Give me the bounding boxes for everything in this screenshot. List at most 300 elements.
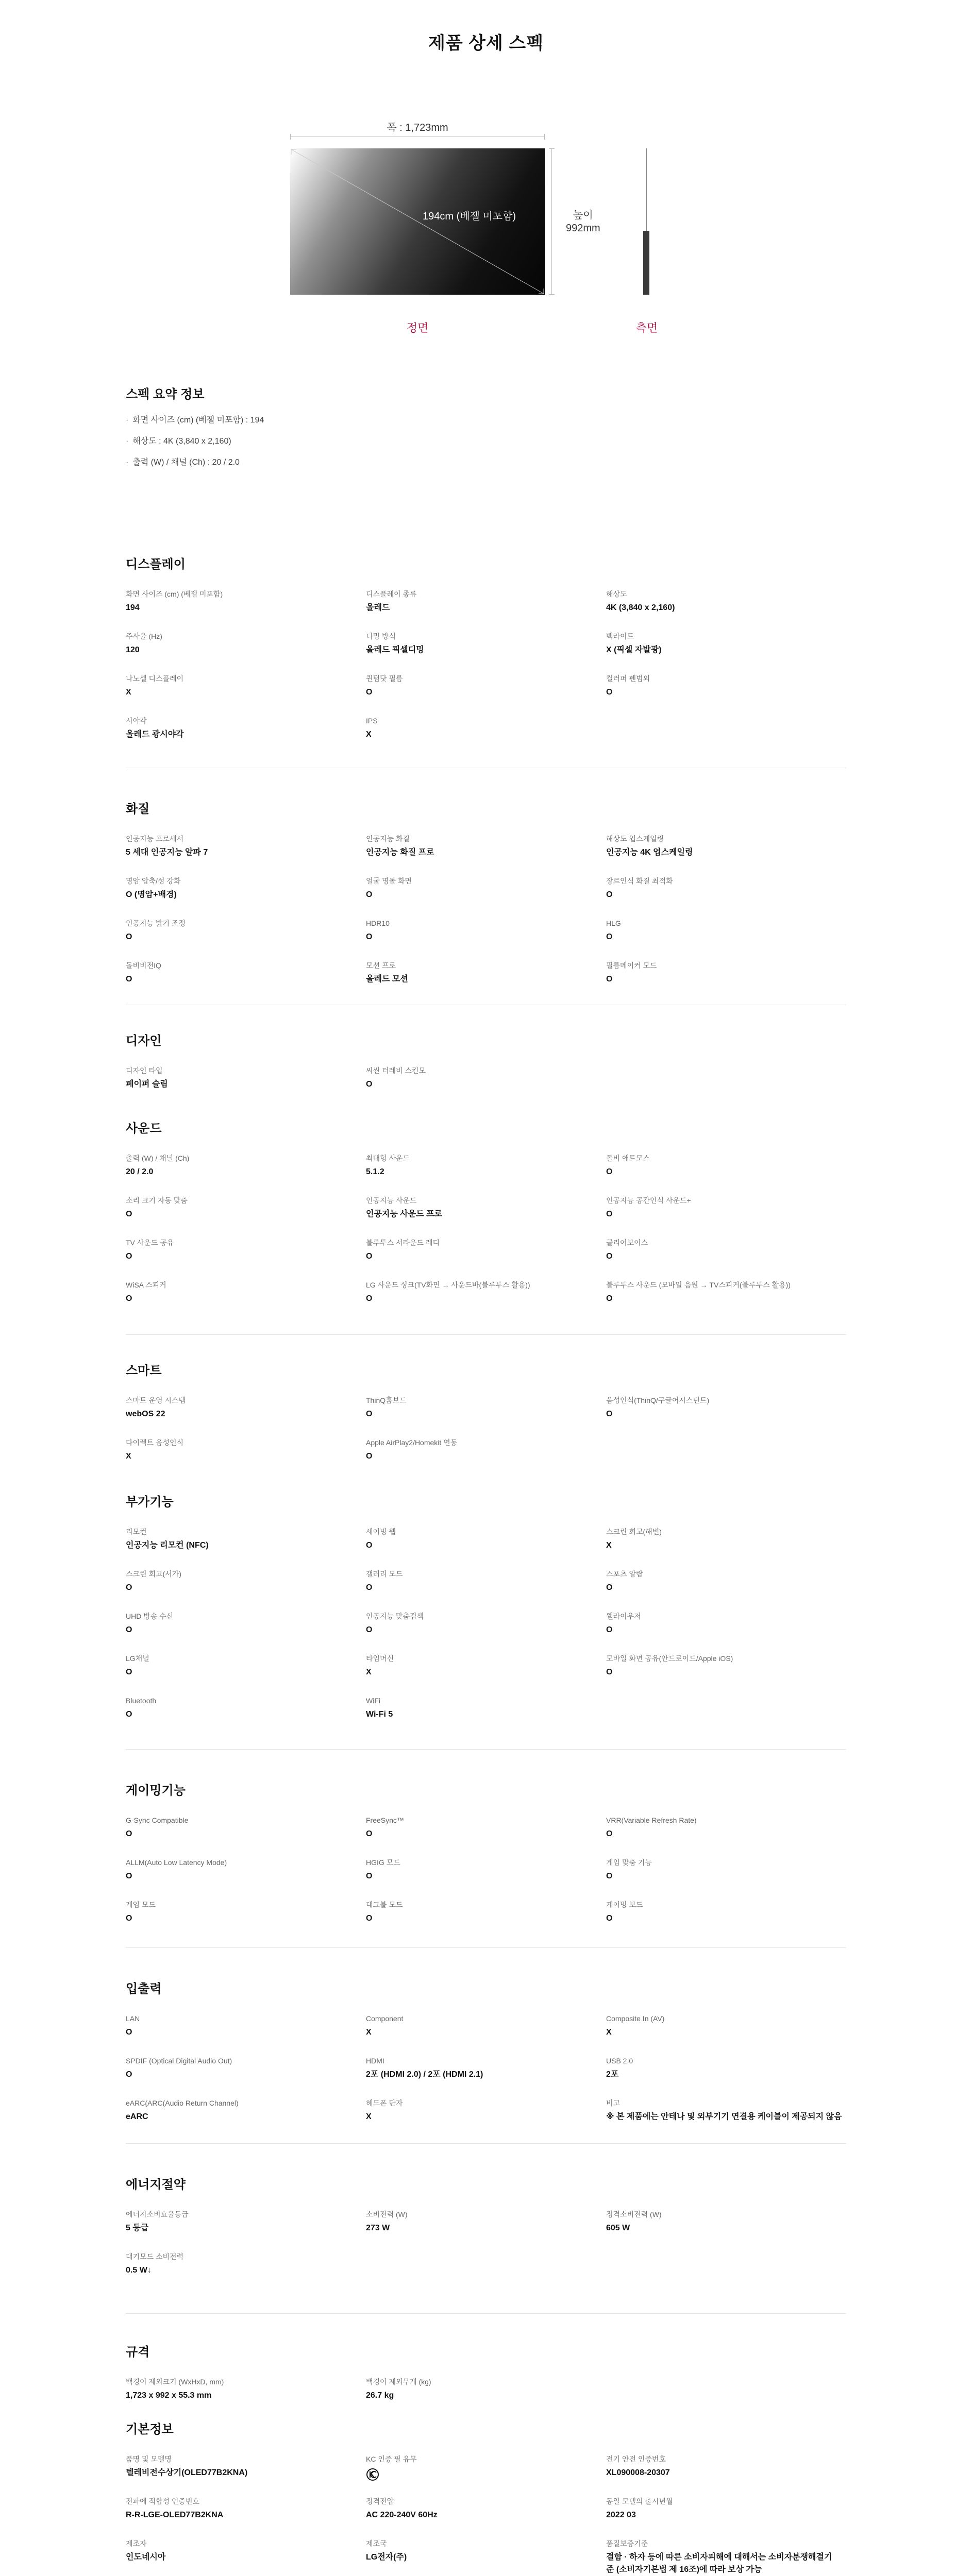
spec-value: O <box>366 1080 373 1089</box>
spec-item <box>366 1611 606 1653</box>
spec-item <box>366 1153 606 1195</box>
summary-item: · 해상도 : 4K (3,840 x 2,160) <box>126 436 264 457</box>
spec-value: O <box>366 1625 373 1634</box>
spec-value: 올레드 <box>366 603 390 612</box>
spec-item <box>366 1280 606 1322</box>
spec-label: 정격전압 <box>366 2497 394 2505</box>
spec-value: 2포 <box>606 2070 619 2079</box>
spec-label: 제조자 <box>126 2539 147 2548</box>
spec-section <box>126 2342 846 2419</box>
spec-label: ThinQ홈보드 <box>366 1396 407 1404</box>
spec-label: HLG <box>606 919 621 927</box>
spec-label: 품질보증기준 <box>606 2539 648 2548</box>
spec-label: 스크린 회고(서가) <box>126 1570 181 1578</box>
spec-item <box>126 2251 366 2294</box>
spec-value: O (명암+배경) <box>126 890 177 899</box>
spec-value: 인공지능 4K 업스케일링 <box>606 848 693 857</box>
spec-item <box>606 2013 846 2056</box>
spec-item <box>126 834 366 876</box>
spec-label: Bluetooth <box>126 1697 157 1705</box>
spec-item <box>606 2056 846 2098</box>
spec-value: 2022 03 <box>606 2511 636 2519</box>
spec-label: 대기모드 소비전력 <box>126 2252 184 2261</box>
spec-label: 동일 모델의 출시년월 <box>606 2497 673 2505</box>
spec-item <box>606 2496 846 2538</box>
section-divider <box>126 2313 846 2314</box>
spec-value: O <box>126 1625 132 1634</box>
spec-label: 출력 (W) / 채널 (Ch) <box>126 1154 190 1162</box>
tv-side-body <box>643 231 649 295</box>
spec-item <box>606 673 846 716</box>
spec-item <box>366 1527 606 1569</box>
spec-item <box>366 1696 606 1738</box>
spec-value: O <box>126 1294 132 1303</box>
spec-value: 텔레비전수상기(OLED77B2KNA) <box>126 2468 248 2477</box>
spec-item <box>126 2098 366 2140</box>
spec-value: O <box>366 1252 373 1261</box>
spec-label: 시야각 <box>126 717 147 725</box>
spec-value: X <box>366 2028 372 2037</box>
spec-item <box>366 1653 606 1696</box>
spec-label: 게이밍 보드 <box>606 1901 643 1909</box>
spec-value: O <box>366 688 373 697</box>
spec-label: 씨씬 터레비 스킨모 <box>366 1066 426 1075</box>
spec-item <box>366 960 606 1003</box>
spec-section <box>126 1492 846 1738</box>
spec-label: IPS <box>366 717 378 725</box>
spec-label: VRR(Variable Refresh Rate) <box>606 1816 697 1824</box>
spec-value: 605 W <box>606 2224 630 2232</box>
spec-label: 정격소비전력 (W) <box>606 2210 662 2218</box>
spec-label: 게임 모드 <box>126 1901 156 1909</box>
height-label-value: 992mm <box>566 223 600 234</box>
spec-item <box>366 2056 606 2098</box>
spec-value: 5.1.2 <box>366 1167 384 1176</box>
spec-value: webOS 22 <box>126 1410 165 1418</box>
spec-value: X <box>366 2112 372 2121</box>
spec-item <box>126 1696 366 1738</box>
section-title: 화질 <box>126 802 150 816</box>
spec-value: O <box>606 1829 613 1838</box>
spec-value: O <box>606 688 613 697</box>
spec-grid <box>126 2013 846 2140</box>
spec-value: X <box>366 730 372 739</box>
spec-label: 클리어보이스 <box>606 1239 648 1247</box>
section-title: 게이밍기능 <box>126 1784 186 1798</box>
height-label-title: 높이 <box>573 210 593 221</box>
spec-label: WiFi <box>366 1697 380 1705</box>
spec-label: 백라이트 <box>606 632 634 640</box>
spec-item <box>126 589 366 631</box>
spec-value: 인공지능 리모컨 (NFC) <box>126 1541 209 1550</box>
spec-item <box>126 1857 366 1900</box>
width-dimension-label: 폭 : 1,723mm <box>387 122 448 133</box>
spec-item <box>366 2538 606 2576</box>
spec-value: X <box>366 1668 372 1676</box>
spec-label: 게임 맞춤 기능 <box>606 1858 652 1867</box>
spec-label: eARC(ARC(Audio Return Channel) <box>126 2099 239 2107</box>
spec-value: O <box>366 1452 373 1461</box>
spec-label: 인공지능 맞춤검색 <box>366 1612 424 1620</box>
spec-summary-title: 스펙 요약 정보 <box>126 387 205 401</box>
spec-value: O <box>606 1210 613 1218</box>
spec-label: 헤드폰 단자 <box>366 2099 403 2107</box>
spec-item <box>126 716 366 758</box>
spec-item <box>126 2056 366 2098</box>
spec-label: 웰라이우저 <box>606 1612 641 1620</box>
section-title: 스마트 <box>126 1364 162 1378</box>
spec-value: X <box>606 1541 612 1550</box>
spec-item <box>606 876 846 918</box>
spec-label: 인공지능 프로세서 <box>126 835 184 843</box>
spec-value: O <box>126 1210 132 1218</box>
spec-item <box>366 1437 606 1480</box>
spec-item <box>366 876 606 918</box>
spec-value: 20 / 2.0 <box>126 1167 154 1176</box>
spec-value: 올레드 모션 <box>366 975 408 984</box>
spec-label: 필름메이커 모드 <box>606 961 657 970</box>
spec-item <box>126 1653 366 1696</box>
spec-item <box>126 1437 366 1480</box>
spec-label: SPDIF (Optical Digital Audio Out) <box>126 2057 232 2065</box>
spec-item <box>126 960 366 1003</box>
spec-item <box>366 2496 606 2538</box>
section-divider <box>126 1947 846 1948</box>
spec-item <box>366 1065 606 1108</box>
spec-label: G-Sync Compatible <box>126 1816 189 1824</box>
spec-label: 돌비 애트모스 <box>606 1154 650 1162</box>
spec-label: 스마트 운영 시스템 <box>126 1396 186 1404</box>
spec-value: 4K (3,840 x 2,160) <box>606 603 675 612</box>
spec-label: 주사율 (Hz) <box>126 632 162 640</box>
spec-section <box>126 1978 846 2140</box>
spec-label: Apple AirPlay2/Homekit 연동 <box>366 1438 458 1447</box>
spec-value: O <box>126 1583 132 1592</box>
spec-label: TV 사운드 공유 <box>126 1239 174 1247</box>
spec-value: O <box>606 1914 613 1923</box>
spec-label: 백경이 제외무게 (kg) <box>366 2378 431 2386</box>
spec-label: 소비전력 (W) <box>366 2210 408 2218</box>
section-title: 디스플레이 <box>126 557 186 571</box>
spec-item <box>126 1569 366 1611</box>
spec-value: X <box>126 1452 131 1461</box>
spec-item <box>366 716 606 758</box>
spec-label: 음성인식(ThinQ/구글어시스턴트) <box>606 1396 710 1404</box>
spec-item <box>126 673 366 716</box>
spec-grid <box>126 834 846 1003</box>
section-divider <box>126 1749 846 1750</box>
spec-label: LG 사운드 싱크(TV화면 → 사운드바(블루투스 활용)) <box>366 1281 530 1289</box>
spec-label: 디밍 방식 <box>366 632 396 640</box>
spec-label: 해상도 <box>606 590 627 598</box>
spec-item <box>606 1395 846 1437</box>
tv-side-panel <box>646 148 647 231</box>
spec-label: 소리 크기 자동 맞춤 <box>126 1196 188 1205</box>
spec-item <box>126 2377 366 2419</box>
spec-label: 돌비비전IQ <box>126 961 161 970</box>
spec-item <box>126 1195 366 1238</box>
spec-label: 스포츠 알람 <box>606 1570 643 1578</box>
spec-value: O <box>366 1541 373 1550</box>
spec-grid <box>126 1153 846 1322</box>
spec-label: 대그블 모드 <box>366 1901 403 1909</box>
spec-item <box>366 631 606 673</box>
spec-grid <box>126 589 846 758</box>
spec-item <box>126 1280 366 1322</box>
spec-label: Composite In (AV) <box>606 2014 665 2023</box>
spec-label: 인공지능 사운드 <box>366 1196 417 1205</box>
spec-value: O <box>606 1872 613 1880</box>
spec-label: 품명 및 모델명 <box>126 2455 172 2463</box>
spec-label: Component <box>366 2014 404 2023</box>
spec-label: 화면 사이즈 (cm) (베젤 미포함) <box>126 590 223 598</box>
spec-label: WiSA 스피커 <box>126 1281 166 1289</box>
spec-item <box>606 589 846 631</box>
spec-label: 디스플레이 종류 <box>366 590 417 598</box>
section-title: 규격 <box>126 2345 150 2359</box>
spec-item <box>606 631 846 673</box>
spec-section <box>126 1030 846 1108</box>
spec-value: eARC <box>126 2112 148 2121</box>
height-dimension-line <box>551 148 552 295</box>
spec-item <box>126 2209 366 2251</box>
spec-grid <box>126 2209 846 2294</box>
spec-grid <box>126 2454 846 2576</box>
spec-item <box>606 1195 846 1238</box>
spec-section <box>126 1360 846 1480</box>
spec-label: 백경이 제외크기 (WxHxD, mm) <box>126 2378 224 2386</box>
spec-item <box>606 2538 846 2576</box>
spec-item <box>606 1280 846 1322</box>
spec-label: 블루투스 서라운드 레디 <box>366 1239 440 1247</box>
spec-value: X <box>126 688 131 697</box>
spec-item <box>366 918 606 960</box>
spec-value: O <box>366 1829 373 1838</box>
spec-item <box>366 589 606 631</box>
spec-item <box>126 2538 366 2576</box>
spec-label: 디자인 타입 <box>126 1066 163 1075</box>
spec-value: O <box>606 1252 613 1261</box>
spec-value: 인공지능 화질 프로 <box>366 848 434 857</box>
spec-label: 최대형 사운드 <box>366 1154 410 1162</box>
section-title: 디자인 <box>126 1034 162 1048</box>
spec-value: O <box>126 2070 132 2079</box>
spec-item <box>606 1569 846 1611</box>
spec-item <box>126 1611 366 1653</box>
section-title: 사운드 <box>126 1122 162 1136</box>
spec-item <box>606 1611 846 1653</box>
spec-grid <box>126 1527 846 1738</box>
spec-item <box>606 960 846 1003</box>
spec-value: O <box>366 1410 373 1418</box>
spec-value: O <box>126 1872 132 1880</box>
spec-label: 명암 압축/성 강화 <box>126 877 181 885</box>
spec-section <box>126 554 846 758</box>
spec-section <box>126 2174 846 2294</box>
spec-label: 다이렉트 음성인식 <box>126 1438 184 1447</box>
spec-label: ALLM(Auto Low Latency Mode) <box>126 1858 227 1867</box>
spec-value: O <box>366 933 373 941</box>
spec-value: 인도네시아 <box>126 2553 166 2562</box>
spec-label: 전파에 적합성 인증번호 <box>126 2497 200 2505</box>
summary-item: · 화면 사이즈 (cm) (베젤 미포함) : 194 <box>126 415 264 436</box>
spec-value: R-R-LGE-OLED77B2KNA <box>126 2511 224 2519</box>
spec-value: X (픽셀 자발광) <box>606 646 662 654</box>
spec-value: O <box>606 933 613 941</box>
spec-label: 해상도 업스케일링 <box>606 835 664 843</box>
spec-item <box>366 1569 606 1611</box>
spec-summary-list <box>126 415 264 479</box>
spec-label: 스크린 회고(해변) <box>606 1528 662 1536</box>
spec-item <box>606 2098 846 2140</box>
spec-item <box>126 2454 366 2496</box>
spec-value: O <box>126 1668 132 1676</box>
spec-label: USB 2.0 <box>606 2057 633 2065</box>
spec-section <box>126 1118 846 1322</box>
spec-item <box>606 1857 846 1900</box>
spec-value: O <box>606 1410 613 1418</box>
spec-label: 얼굴 명돌 화면 <box>366 877 412 885</box>
spec-value: 인공지능 사운드 프로 <box>366 1210 442 1218</box>
spec-item <box>606 1900 846 1942</box>
spec-item <box>366 2377 606 2419</box>
spec-item <box>126 2496 366 2538</box>
spec-label: 전기 안전 인증번호 <box>606 2455 666 2463</box>
spec-section <box>126 1780 846 1942</box>
spec-item <box>606 834 846 876</box>
spec-value: 26.7 kg <box>366 2391 394 2400</box>
spec-label: KC 인증 필 유무 <box>366 2455 417 2463</box>
spec-label: 나노셀 디스플레이 <box>126 674 184 683</box>
spec-label: 장르인식 화질 최적화 <box>606 877 673 885</box>
summary-item: · 출력 (W) / 채널 (Ch) : 20 / 2.0 <box>126 457 264 479</box>
spec-item <box>366 1395 606 1437</box>
spec-value: O <box>126 2028 132 2037</box>
spec-item <box>366 1815 606 1857</box>
product-dimension-figure <box>0 116 972 343</box>
spec-label: HGIG 모드 <box>366 1858 400 1867</box>
spec-label: UHD 방송 수신 <box>126 1612 174 1620</box>
spec-item <box>606 1238 846 1280</box>
spec-label: 인공지능 화질 <box>366 835 410 843</box>
spec-label: 세이빙 웹 <box>366 1528 396 1536</box>
spec-item <box>126 876 366 918</box>
page-title: 제품 상세 스펙 <box>428 33 544 53</box>
spec-value: ※ 본 제품에는 안테나 및 외부기기 연결용 케이블이 제공되지 않음 <box>606 2112 842 2121</box>
spec-item <box>606 918 846 960</box>
spec-label: HDMI <box>366 2057 384 2065</box>
spec-item <box>126 1527 366 1569</box>
spec-item <box>126 918 366 960</box>
spec-item <box>126 1815 366 1857</box>
spec-item <box>366 673 606 716</box>
spec-label: 타임머신 <box>366 1654 394 1663</box>
spec-item <box>366 1857 606 1900</box>
spec-value: AC 220-240V 60Hz <box>366 2511 438 2519</box>
height-dimension-label <box>566 209 600 235</box>
spec-value: LG전자(주) <box>366 2553 407 2562</box>
spec-value: XL090008-20307 <box>606 2468 670 2477</box>
spec-label: 컬러퍼 펜범외 <box>606 674 650 683</box>
spec-item <box>606 1815 846 1857</box>
spec-label: 에너지소비효율등급 <box>126 2210 189 2218</box>
spec-value: O <box>606 890 613 899</box>
spec-item <box>126 2013 366 2056</box>
spec-label: 블루투스 사운드 (모바일 음원 → TV스피커(블루투스 활용)) <box>606 1281 791 1289</box>
spec-item <box>606 1653 846 1696</box>
spec-grid <box>126 2377 846 2419</box>
spec-value: 2포 (HDMI 2.0) / 2포 (HDMI 2.1) <box>366 2070 483 2079</box>
spec-item <box>126 1238 366 1280</box>
spec-item <box>126 631 366 673</box>
front-view-caption: 정면 <box>406 321 429 334</box>
section-divider <box>126 2143 846 2144</box>
section-title: 에너지절약 <box>126 2178 186 2192</box>
spec-item <box>366 834 606 876</box>
spec-item <box>126 1065 366 1108</box>
spec-value: 올레드 광시야각 <box>126 730 184 739</box>
spec-value: 0.5 W↓ <box>126 2266 152 2275</box>
spec-value: 5 등급 <box>126 2224 149 2232</box>
section-title: 부가기능 <box>126 1495 174 1509</box>
spec-label: 모션 프로 <box>366 961 396 970</box>
spec-item <box>606 2209 846 2251</box>
side-view-caption: 측면 <box>635 321 658 334</box>
spec-label: 인공지능 공간인식 사운드+ <box>606 1196 691 1205</box>
spec-label: 비고 <box>606 2099 621 2107</box>
spec-label: 모바일 화면 공유(안드로이드/Apple iOS) <box>606 1654 733 1663</box>
spec-grid <box>126 1395 846 1480</box>
section-divider <box>126 1334 846 1335</box>
spec-label: 퀀텀닷 필름 <box>366 674 403 683</box>
section-title: 입출력 <box>126 1982 162 1996</box>
spec-item <box>366 1238 606 1280</box>
section-title: 기본정보 <box>126 2422 174 2436</box>
spec-item <box>126 1153 366 1195</box>
spec-section <box>126 799 846 1003</box>
spec-value: O <box>366 1583 373 1592</box>
spec-value: O <box>606 1625 613 1634</box>
spec-value: O <box>126 1829 132 1838</box>
spec-value: X <box>606 2028 612 2037</box>
spec-item <box>126 1395 366 1437</box>
spec-item <box>366 1195 606 1238</box>
spec-grid <box>126 1815 846 1942</box>
spec-item <box>366 2454 606 2496</box>
spec-label: LAN <box>126 2014 140 2023</box>
spec-value: 결함 · 하자 등에 따른 소비자피해에 대해서는 소비자분쟁해결기준 (소비자기본법 제 16조)에 따라 보상 가능 <box>606 2553 832 2574</box>
spec-item <box>366 2209 606 2251</box>
spec-label: LG채널 <box>126 1654 149 1663</box>
spec-value: 5 세대 인공지능 알파 7 <box>126 848 208 857</box>
spec-summary <box>126 384 264 479</box>
spec-value: O <box>126 1710 132 1719</box>
spec-section <box>126 2419 846 2576</box>
spec-item <box>366 1900 606 1942</box>
spec-item <box>366 2098 606 2140</box>
spec-value: 페이퍼 슬림 <box>126 1080 168 1089</box>
spec-value: O <box>366 1872 373 1880</box>
spec-value: O <box>606 1167 613 1176</box>
spec-label: HDR10 <box>366 919 390 927</box>
spec-value: 273 W <box>366 2224 390 2232</box>
spec-value: O <box>606 1583 613 1592</box>
spec-value: O <box>126 1252 132 1261</box>
spec-value: 올레드 픽셀디밍 <box>366 646 424 654</box>
spec-value: O <box>366 1914 373 1923</box>
spec-value: O <box>606 975 613 984</box>
spec-value: O <box>366 890 373 899</box>
